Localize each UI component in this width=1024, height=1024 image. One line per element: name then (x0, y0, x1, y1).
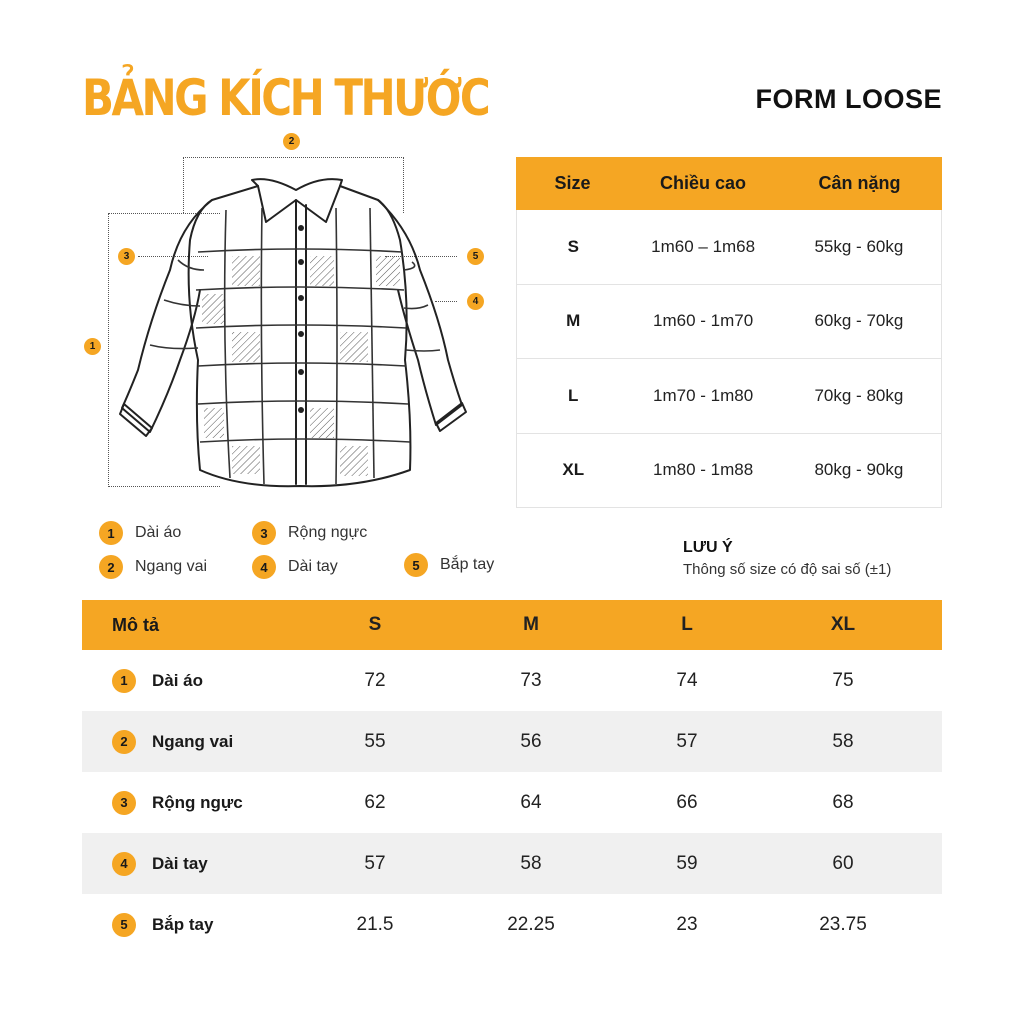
header-weight: Cân nặng (818, 173, 901, 193)
table-row (82, 833, 942, 894)
value-s: 21.5 (356, 913, 394, 935)
row-label: Dài tay (152, 853, 208, 873)
table-row (516, 434, 942, 509)
table-row (82, 711, 942, 772)
size-cell: XL (562, 460, 585, 480)
size-cell: L (568, 385, 579, 405)
header-size: Size (554, 173, 591, 193)
row-description (82, 791, 297, 815)
value-m: 58 (520, 852, 542, 874)
legend-number: 3 (252, 521, 276, 545)
row-label: Bắp tay (152, 914, 214, 934)
value-s: 55 (364, 730, 386, 752)
value-m: 64 (520, 791, 542, 813)
legend-item (252, 521, 367, 545)
row-number: 2 (112, 730, 136, 754)
legend-label: Bắp tay (440, 556, 495, 573)
value-xl: 60 (832, 852, 854, 874)
legend-number: 4 (252, 555, 276, 579)
height-cell: 1m80 - 1m88 (653, 460, 754, 480)
note-text: Thông số size có độ sai số (±1) (683, 561, 892, 578)
header-description: Mô tả (112, 614, 159, 635)
value-s: 72 (364, 669, 386, 691)
size-cell: S (567, 236, 579, 256)
size-table (516, 157, 942, 508)
weight-cell: 70kg - 80kg (814, 385, 904, 405)
legend-label: Ngang vai (135, 558, 208, 575)
marker-5: 5 (467, 248, 484, 265)
header-l: L (681, 614, 693, 635)
height-cell: 1m60 - 1m70 (653, 311, 754, 331)
measurement-header (82, 600, 942, 650)
marker-1: 1 (84, 338, 101, 355)
marker-3: 3 (118, 248, 135, 265)
legend-item (252, 555, 338, 579)
value-xl: 58 (832, 730, 854, 752)
weight-cell: 80kg - 90kg (814, 460, 904, 480)
value-s: 62 (364, 791, 386, 813)
table-row (516, 285, 942, 360)
measurement-table (82, 600, 942, 955)
value-l: 23 (676, 913, 698, 935)
table-row (516, 210, 942, 285)
table-row (82, 650, 942, 711)
value-xl: 75 (832, 669, 854, 691)
value-xl: 23.75 (819, 913, 867, 935)
legend-label: Dài tay (288, 558, 338, 575)
value-m: 22.25 (507, 913, 555, 935)
value-xl: 68 (832, 791, 854, 813)
row-number: 4 (112, 852, 136, 876)
row-number: 5 (112, 913, 136, 937)
header-xl: XL (830, 614, 856, 635)
legend-number: 1 (99, 521, 123, 545)
weight-cell: 60kg - 70kg (814, 311, 904, 331)
value-m: 56 (520, 730, 542, 752)
header-m: M (523, 614, 539, 635)
header-height: Chiều cao (659, 173, 747, 193)
legend-number: 5 (404, 553, 428, 577)
form-label: FORM LOOSE (755, 84, 942, 114)
row-label: Ngang vai (152, 731, 234, 751)
value-l: 59 (676, 852, 698, 874)
row-description (82, 730, 297, 754)
legend-item (99, 555, 207, 579)
value-s: 57 (364, 852, 386, 874)
row-number: 1 (112, 669, 136, 693)
marker-4: 4 (467, 293, 484, 310)
legend-item (99, 521, 181, 545)
row-description (82, 852, 297, 876)
value-l: 74 (676, 669, 698, 691)
note-title: LƯU Ý (683, 539, 733, 556)
table-row (516, 359, 942, 434)
header-s: S (368, 614, 382, 635)
value-l: 66 (676, 791, 698, 813)
page-title: BẢNG KÍCH THƯỚC (82, 69, 489, 127)
value-m: 73 (520, 669, 542, 691)
shirt-icon (0, 0, 520, 520)
legend-number: 2 (99, 555, 123, 579)
row-description (82, 669, 297, 693)
legend-label: Dài áo (135, 524, 182, 541)
weight-cell: 55kg - 60kg (814, 236, 904, 256)
row-label: Dài áo (152, 670, 204, 690)
legend-item (404, 553, 494, 577)
marker-2: 2 (283, 133, 300, 150)
value-l: 57 (676, 730, 698, 752)
legend-label: Rộng ngực (288, 524, 368, 541)
shirt-diagram (0, 0, 520, 520)
height-cell: 1m70 - 1m80 (653, 385, 754, 405)
size-table-header (516, 157, 942, 210)
row-number: 3 (112, 791, 136, 815)
size-cell: M (566, 311, 581, 331)
height-cell: 1m60 – 1m68 (651, 236, 756, 256)
table-row (82, 772, 942, 833)
row-label: Rộng ngực (152, 792, 243, 812)
table-row (82, 894, 942, 955)
row-description (82, 913, 297, 937)
